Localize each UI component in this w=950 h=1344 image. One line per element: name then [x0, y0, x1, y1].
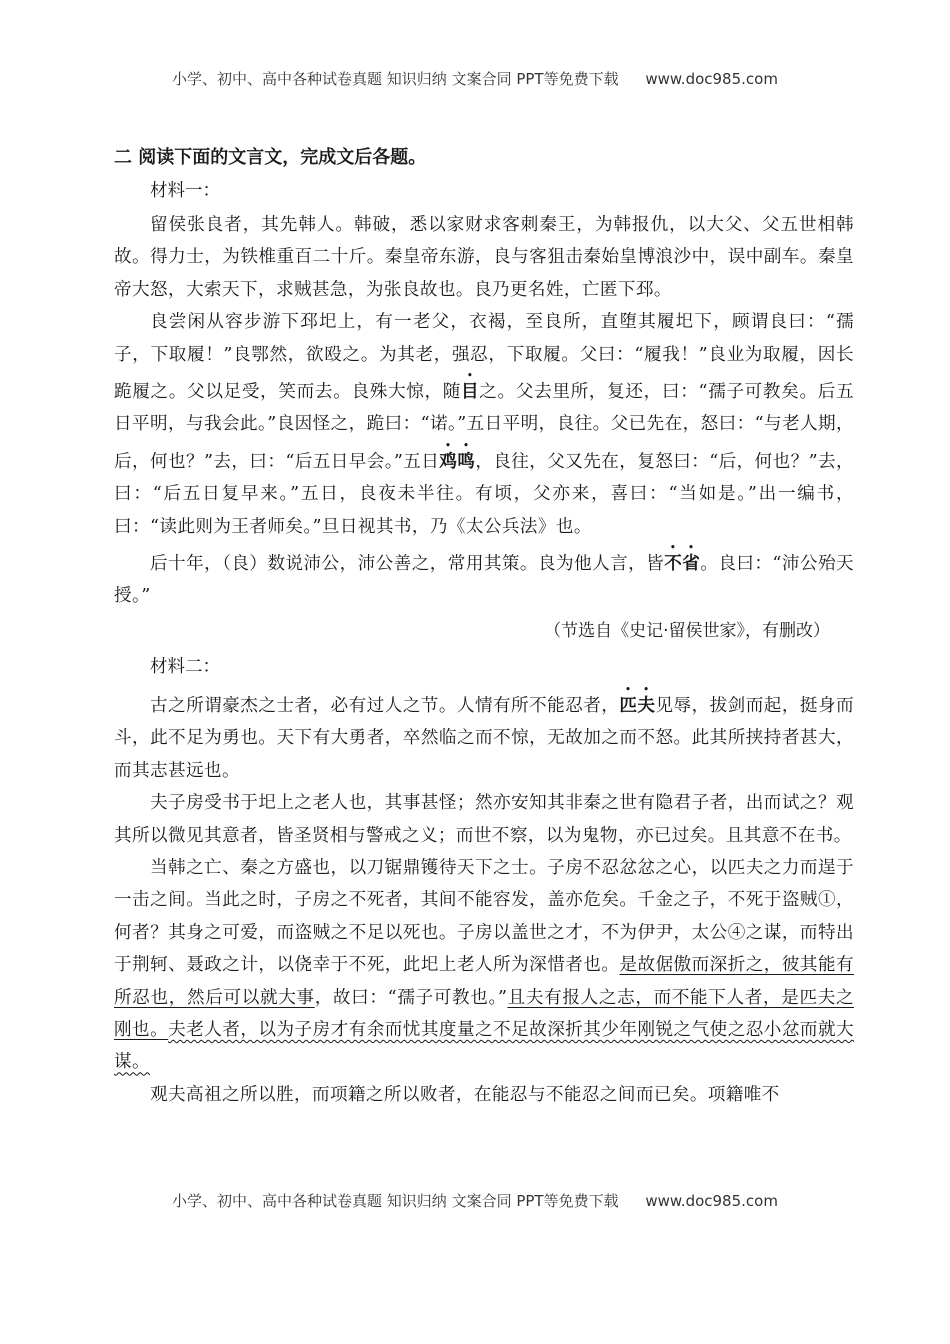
material-2-label: 材料二：: [150, 656, 220, 677]
emphasized-word-mu: 目: [461, 381, 480, 403]
footer-text: 小学、初中、高中各种试卷真题 知识归纳 文案合同 PPT等免费下载: [172, 1192, 619, 1210]
text-span: 见辱，拔剑而起，挺身而斗，此不足为勇也。天下有大勇者，卒然临之而不惊，无故加之而不怒。此其所挟持者甚大，而其志甚远也。: [114, 695, 854, 781]
text-span: 之。父去里所，复还，曰：“孺子可教矣。后五日平明，与我会此。”良因怪之，跪曰：“诺。”五日平明，良往。父已先在，怒曰：“与老人期，后，何也？”去，曰：“后五日早会。”五日: [114, 382, 854, 472]
text-span: 古之所谓豪杰之士者，必有过人之节。人情有所不能忍者，: [150, 695, 620, 716]
emphasized-word-jiming: 鸡鸣: [439, 450, 476, 472]
wavy-underlined-sentence: 夫老人者，以为子房才有余而忧其度量之不足故深折其少年刚锐之气使之忍小忿而就大谋。: [114, 1019, 854, 1073]
text-span: 。良曰：“沛公殆天授。”: [114, 554, 854, 607]
material-2-paragraph-3: [114, 852, 854, 1079]
material-1-label: 材料一：: [150, 181, 220, 201]
underlined-sentence-2: 且夫有报人之志，而不能下人者，是匹夫之刚也。: [114, 987, 855, 1040]
page-header: [0, 68, 950, 89]
text-span: ，良往，父又先在，复怒曰：“后，何也？”去，曰：“后五日复早来。”五日，良夜未半往。有顷，父亦来，喜曰：“当如是。”出一编书，曰：“读此则为王者师矣。”旦日视其书，乃《太公兵法》也。: [114, 451, 855, 537]
material-2-paragraph-2: 夫子房受书于圯上之老人也，其事甚怪；然亦安知其非秦之世有隐君子者，出而试之？观其所以微见其意者，皆圣贤相与警戒之义；而世不察，以为鬼物，亦已过矣。且其意不在书。: [114, 793, 854, 846]
page-footer: [0, 1190, 950, 1211]
text-span: 良尝闲从容步游下邳圯上，有一老父，衣褐，至良所，直堕其履圯下，顾谓良曰：“孺子，下取履！”良鄂然，欲殴之。为其老，强忍，下取履。父曰：“履我！”良业为取履，因长跪履之。父以足受，笑而去。良殊大惊，随: [114, 312, 854, 403]
text-span: 当韩之亡、秦之方盛也，以刀锯鼎镬待天下之士。子房不忍忿忿之心，以匹夫之力而逞于一击之间。当此之时，子房之不死者，其间不能容发，盖亦危矣。千金之子，不死于盗贼①，何者？其身之可爱，而盗贼之不足以死也。子房以盖世之才，不为伊尹，太公④之谋，而特出于荆轲、聂政之计，以侥幸于不死，此圯上老人所为深惜者也。: [114, 857, 854, 976]
material-2-paragraph-4: 观夫高祖之所以胜，而项籍之所以败者，在能忍与不能忍之间而已矣。项籍唯不: [150, 1084, 780, 1105]
section-heading: 二 阅读下面的文言文，完成文后各题。: [114, 147, 427, 168]
footer-site-link[interactable]: www.doc985.com: [645, 1192, 778, 1210]
document-body: [114, 143, 854, 1111]
header-text: 小学、初中、高中各种试卷真题 知识归纳 文案合同 PPT等免费下载: [172, 70, 619, 88]
emphasized-word-buxing: 不省: [664, 553, 701, 575]
underlined-sentence: 是故倨傲而深折之，彼其能有所忍也，然后可以就大事: [114, 955, 855, 1008]
emphasized-word-pifu: 匹夫: [619, 694, 656, 716]
material-1-paragraph-1: 留侯张良者，其先韩人。韩破，悉以家财求客刺秦王，为韩报仇，以大父、父五世相韩故。得力士，为铁椎重百二十斤。秦皇帝东游，良与客狙击秦始皇博浪沙中，误中副车。秦皇帝大怒，大索天下，求贼甚急，为张良故也。良乃更名姓，亡匿下邳。: [114, 215, 854, 300]
text-span: 后十年，（良）数说沛公，沛公善之，常用其策。良为他人言，皆: [150, 554, 665, 575]
material-2-paragraph-1: [114, 685, 854, 787]
material-1-paragraph-3: [114, 543, 854, 613]
material-1-source: （节选自《史记·留侯世家》，有删改）: [544, 620, 830, 641]
material-1-paragraph-2: [114, 306, 854, 543]
header-site-link[interactable]: www.doc985.com: [645, 70, 778, 88]
text-span: ，故曰：“孺子可教也。”: [314, 987, 508, 1008]
